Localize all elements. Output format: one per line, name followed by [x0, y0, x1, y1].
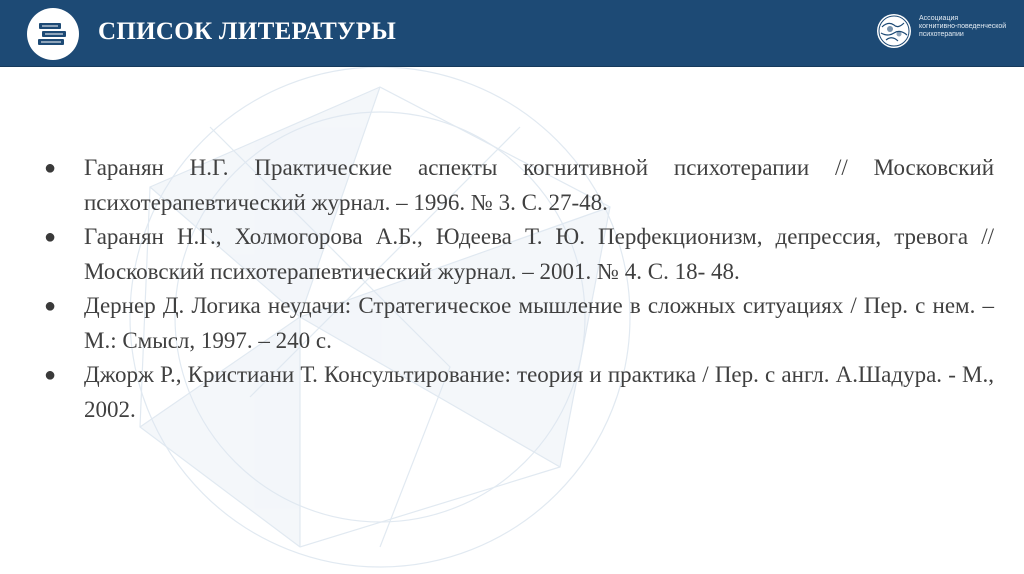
references-list	[44, 151, 994, 427]
books-icon	[27, 8, 79, 60]
org-name-line: Ассоциация	[919, 15, 959, 22]
reference-text: Дернер Д. Логика неудачи: Стратегическое мышление в сложных ситуациях / Пер. с нем. – М.: Смысл, 1997. – 240 с.	[84, 293, 994, 353]
page-title: СПИСОК ЛИТЕРАТУРЫ	[98, 18, 397, 45]
list-item	[44, 289, 994, 358]
reference-text: Джорж Р., Кристиани Т. Консультирование: теория и практика / Пер. с англ. А.Шадура. - М., 2002.	[84, 362, 994, 422]
org-name	[919, 15, 1019, 39]
references-list-container	[44, 151, 994, 427]
list-item	[44, 358, 994, 427]
header-bar	[0, 0, 1024, 67]
bullet-icon: ●	[44, 226, 57, 248]
globe-logo-icon	[876, 13, 912, 49]
bullet-icon: ●	[44, 157, 57, 179]
reference-text: Гаранян Н.Г., Холмогорова А.Б., Юдеева Т. Ю. Перфекционизм, депрессия, тревога // Московский психотерапевтический журнал. – 2001. № 4. С. 18- 48.	[84, 224, 994, 284]
reference-text: Гаранян Н.Г. Практические аспекты когнитивной психотерапии // Московский психотерапевтический журнал. – 1996. № 3. С. 27-48.	[84, 155, 994, 215]
org-name-line: психотерапии	[919, 31, 964, 38]
org-name-line: когнитивно-поведенческой	[919, 23, 1007, 30]
list-item	[44, 220, 994, 289]
bullet-icon: ●	[44, 295, 57, 317]
list-item	[44, 151, 994, 220]
bullet-icon: ●	[44, 364, 57, 386]
